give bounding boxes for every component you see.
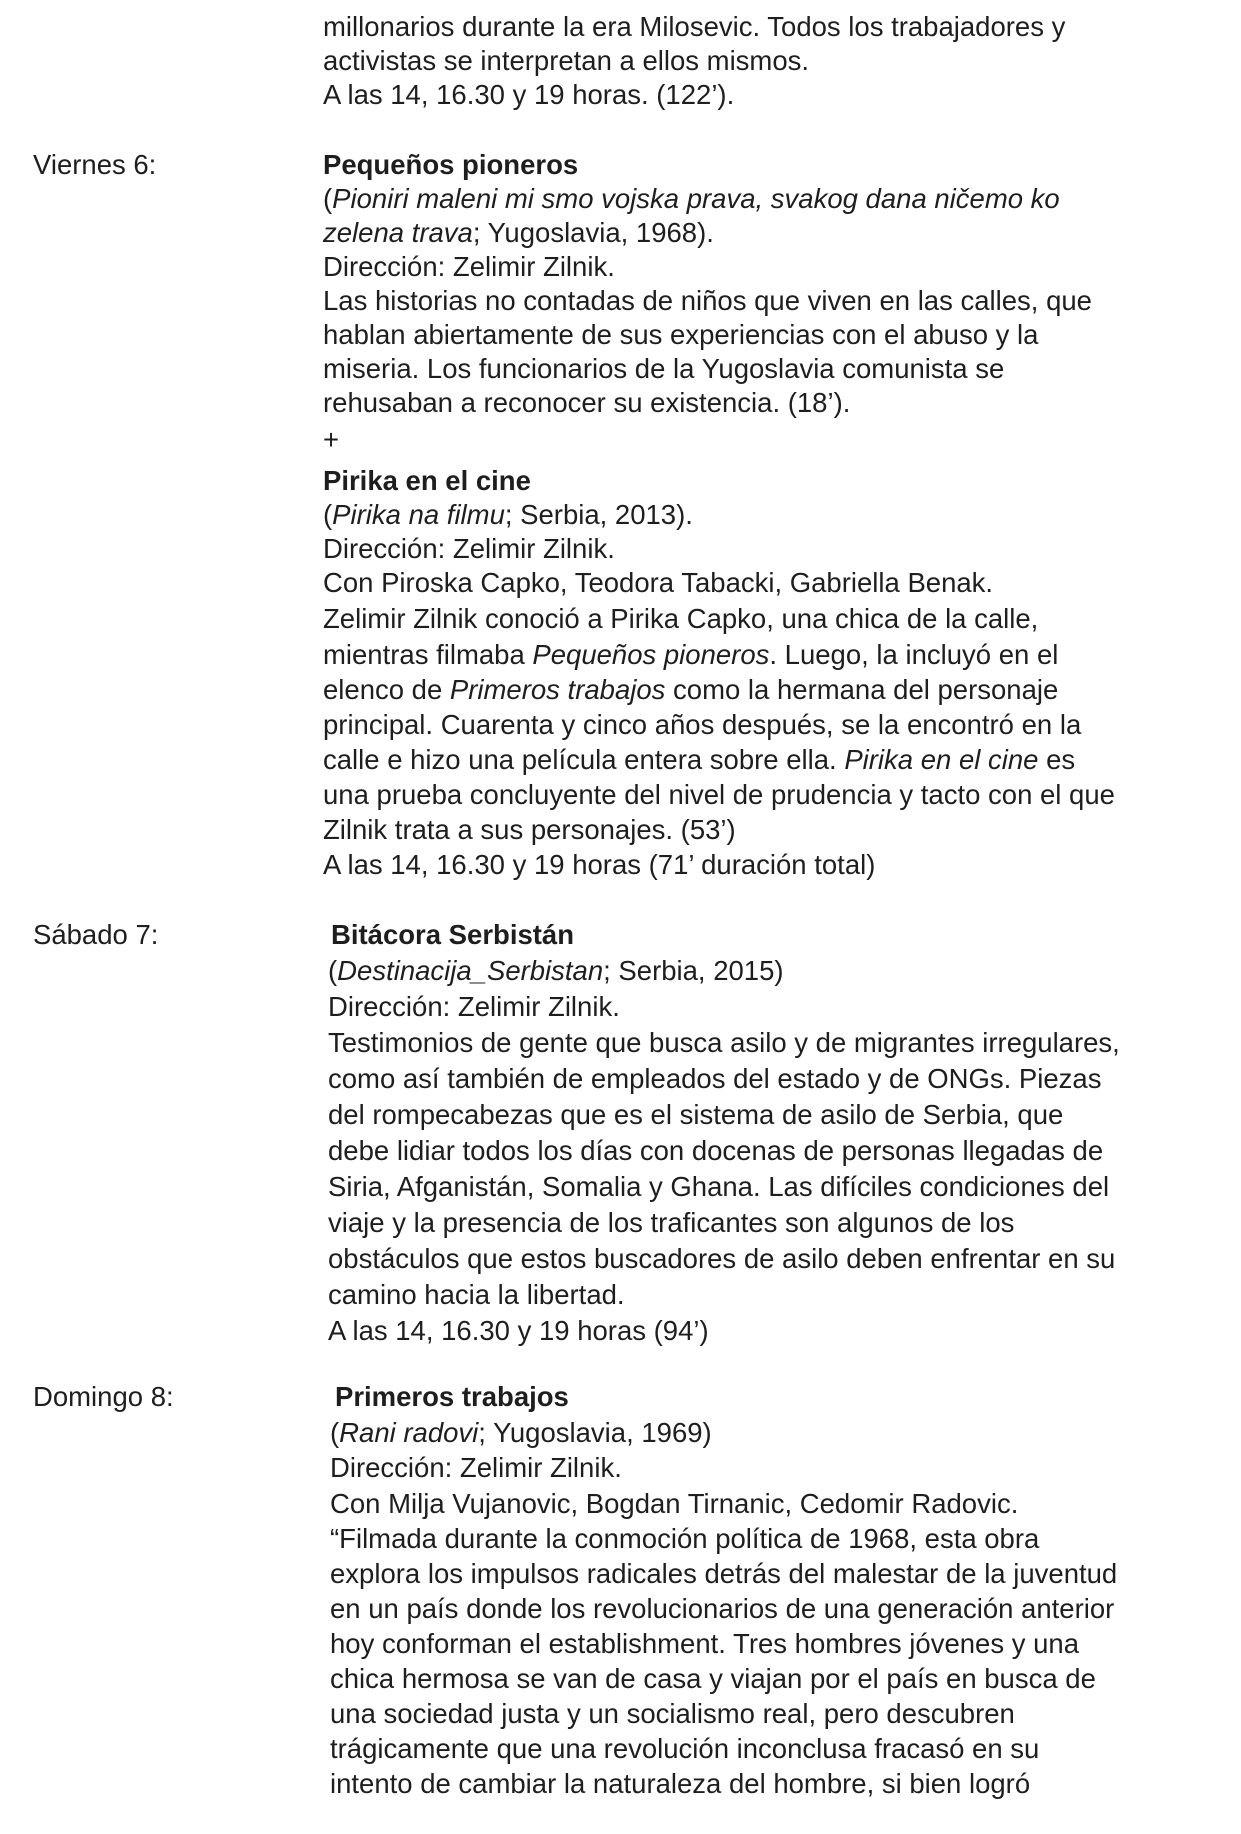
text-line: intento de cambiar la naturaleza del hombre, si bien logró <box>330 1768 1031 1799</box>
text-line: activistas se interpretan a ellos mismos. <box>323 45 810 76</box>
text-line <box>323 673 1058 707</box>
text-line: A las 14, 16.30 y 19 horas (94’) <box>328 1315 709 1346</box>
text-line: Zilnik trata a sus personajes. (53’) <box>323 814 736 845</box>
text-line: obstáculos que estos buscadores de asilo deben enfrentar en su <box>328 1243 1116 1274</box>
text-segment: ; Yugoslavia, 1969) <box>478 1417 712 1448</box>
film-title: Bitácora Serbistán <box>331 919 575 950</box>
text-segment: ; Serbia, 2013). <box>504 499 693 530</box>
text-line <box>323 498 693 532</box>
film-title: Pirika en el cine <box>323 465 531 496</box>
text-line: viaje y la presencia de los traficantes son algunos de los <box>328 1207 1015 1238</box>
italic-segment: Primeros trabajos <box>449 674 666 705</box>
text-line: Con Piroska Capko, Teodora Tabacki, Gabriella Benak. <box>323 567 994 598</box>
text-line: Dirección: Zelimir Zilnik. <box>323 533 615 564</box>
text-line: trágicamente que una revolución inconclusa fracasó en su <box>330 1733 1040 1764</box>
text-line: Zelimir Zilnik conoció a Pirika Capko, una chica de la calle, <box>323 603 1039 634</box>
text-segment: ; Serbia, 2015) <box>603 955 784 986</box>
text-line: chica hermosa se van de casa y viajan por el país en busca de <box>330 1663 1096 1694</box>
text-line: Dirección: Zelimir Zilnik. <box>323 251 615 282</box>
text-segment: ( <box>323 499 333 530</box>
text-line <box>328 954 784 988</box>
text-line <box>323 216 714 250</box>
text-line <box>330 1416 712 1450</box>
text-line: Con Milja Vujanovic, Bogdan Tirnanic, Cedomir Radovic. <box>330 1488 1019 1519</box>
italic-segment: zelena trava <box>323 217 473 248</box>
text-line <box>323 182 1060 216</box>
italic-segment: Pirika en el cine <box>844 744 1039 775</box>
text-line: Las historias no contadas de niños que viven en las calles, que <box>323 285 1092 316</box>
day-label: Domingo 8: <box>33 1381 174 1412</box>
text-line: millonarios durante la era Milosevic. Todos los trabajadores y <box>323 11 1066 42</box>
italic-segment: Pioniri maleni mi smo vojska prava, svakog dana ničemo ko <box>332 183 1060 214</box>
text-line: debe lidiar todos los días con docenas de personas llegadas de <box>328 1135 1104 1166</box>
text-segment: calle e hizo una película entera sobre ella. <box>323 744 845 775</box>
text-segment: como la hermana del personaje <box>665 674 1059 705</box>
text-line: A las 14, 16.30 y 19 horas. (122’). <box>323 79 735 110</box>
italic-segment: Rani radovi <box>339 1417 479 1448</box>
text-line: A las 14, 16.30 y 19 horas (71’ duración total) <box>323 849 876 880</box>
text-line: en un país donde los revolucionarios de una generación anterior <box>330 1593 1115 1624</box>
film-title: Pequeños pioneros <box>323 149 579 180</box>
text-segment: ( <box>328 955 338 986</box>
text-line <box>323 638 1058 672</box>
text-segment: ( <box>330 1417 340 1448</box>
text-line <box>323 743 1075 777</box>
day-label: Viernes 6: <box>33 149 157 180</box>
text-line: como así también de empleados del estado y de ONGs. Piezas <box>328 1063 1102 1094</box>
text-line: hablan abiertamente de sus experiencias con el abuso y la <box>323 319 1039 350</box>
italic-segment: Destinacija_Serbistan <box>337 955 604 986</box>
text-line: + <box>323 424 340 455</box>
text-line: Dirección: Zelimir Zilnik. <box>328 991 620 1022</box>
text-line: rehusaban a reconocer su existencia. (18’). <box>323 387 851 418</box>
text-line: hoy conforman el establishment. Tres hombres jóvenes y una <box>330 1628 1079 1659</box>
text-line: principal. Cuarenta y cinco años después, se la encontró en la <box>323 709 1082 740</box>
text-line: una sociedad justa y un socialismo real, pero descubren <box>330 1698 1015 1729</box>
film-title: Primeros trabajos <box>335 1381 569 1412</box>
text-segment: ; Yugoslavia, 1968). <box>472 217 714 248</box>
text-segment: elenco de <box>323 674 450 705</box>
text-line: Testimonios de gente que busca asilo y de migrantes irregulares, <box>328 1027 1120 1058</box>
text-line: una prueba concluyente del nivel de prudencia y tacto con el que <box>323 779 1115 810</box>
text-segment: mientras filmaba <box>323 639 533 670</box>
text-segment: . Luego, la incluyó en el <box>769 639 1059 670</box>
text-line: Dirección: Zelimir Zilnik. <box>330 1452 622 1483</box>
text-line: “Filmada durante la conmoción política de 1968, esta obra <box>330 1523 1040 1554</box>
text-line: camino hacia la libertad. <box>328 1279 625 1310</box>
day-label: Sábado 7: <box>33 919 159 950</box>
text-segment: ( <box>323 183 333 214</box>
text-line: miseria. Los funcionarios de la Yugoslavia comunista se <box>323 353 1005 384</box>
text-line: Siria, Afganistán, Somalia y Ghana. Las difíciles condiciones del <box>328 1171 1110 1202</box>
italic-segment: Pirika na filmu <box>332 499 505 530</box>
text-line: explora los impulsos radicales detrás del malestar de la juventud <box>330 1558 1118 1589</box>
text-line: del rompecabezas que es el sistema de asilo de Serbia, que <box>328 1099 1064 1130</box>
text-segment: es <box>1038 744 1076 775</box>
italic-segment: Pequeños pioneros <box>532 639 770 670</box>
